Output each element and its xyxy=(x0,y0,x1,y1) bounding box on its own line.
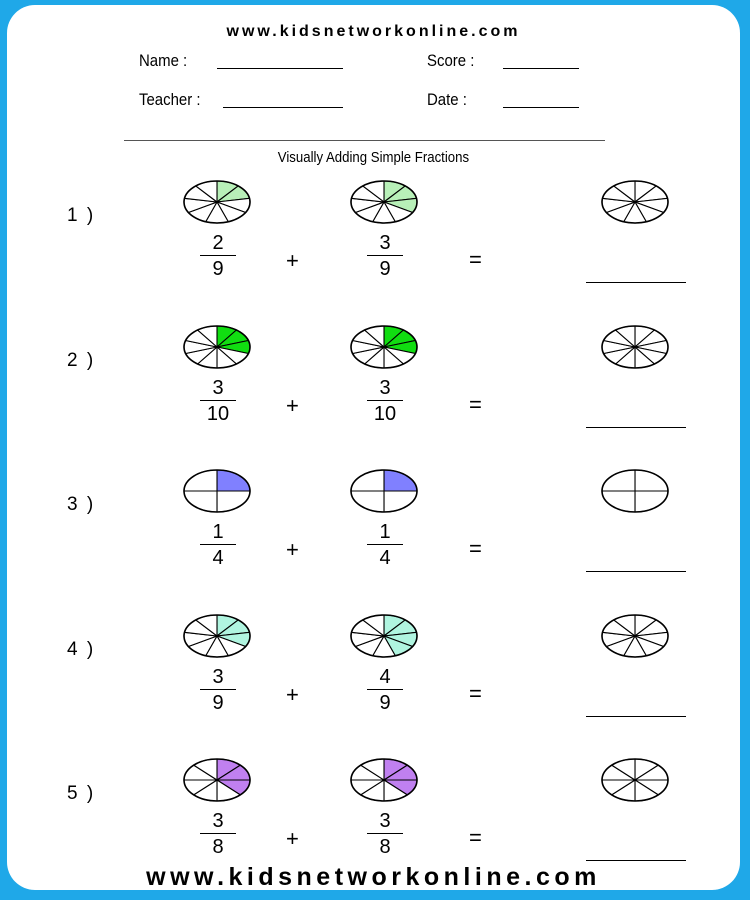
fraction-b-pie-chart xyxy=(349,468,419,514)
numerator: 3 xyxy=(212,376,224,399)
numerator: 2 xyxy=(212,232,224,254)
numerator: 3 xyxy=(379,810,391,832)
denominator: 4 xyxy=(379,547,391,569)
answer-field[interactable] xyxy=(586,860,686,861)
problem-row xyxy=(7,320,740,450)
numerator: 3 xyxy=(212,810,224,832)
fraction-b-pie-chart xyxy=(349,324,419,370)
fraction-b-pie xyxy=(349,757,419,803)
problem-number: 1 ) xyxy=(67,205,96,226)
fraction-bar xyxy=(367,544,403,545)
score-field[interactable] xyxy=(503,68,579,69)
fraction-bar xyxy=(200,544,236,545)
fraction-b xyxy=(365,810,405,858)
answer-pie-chart xyxy=(600,757,670,803)
footer-site-url: www.kidsnetworkonline.com xyxy=(146,863,601,891)
equals-sign: = xyxy=(469,680,482,706)
plus-sign: + xyxy=(286,826,299,851)
equals-sign: = xyxy=(469,536,482,561)
fraction-b-pie xyxy=(349,613,419,659)
plus-sign: + xyxy=(286,537,299,562)
answer-pie xyxy=(600,179,670,225)
problem-row xyxy=(7,609,740,739)
numerator: 1 xyxy=(212,521,224,543)
answer-field[interactable] xyxy=(586,571,686,572)
answer-pie xyxy=(600,468,670,514)
fraction-b xyxy=(365,666,405,714)
denominator: 9 xyxy=(212,691,224,714)
fraction-bar xyxy=(367,400,403,401)
problem-number: 3 ) xyxy=(67,494,96,515)
fraction-a-pie xyxy=(182,179,252,225)
fraction-a xyxy=(198,666,238,714)
numerator: 3 xyxy=(212,665,224,688)
fraction-a xyxy=(198,232,238,280)
answer-pie xyxy=(600,324,670,370)
answer-pie-chart xyxy=(600,324,670,370)
fraction-a-pie xyxy=(182,468,252,514)
denominator: 9 xyxy=(379,691,391,714)
equals-sign: = xyxy=(469,825,482,850)
fraction-a xyxy=(198,521,238,569)
fraction-bar xyxy=(200,255,236,256)
worksheet-sheet xyxy=(7,5,740,890)
answer-pie xyxy=(600,613,670,659)
problem-row xyxy=(7,175,740,305)
name-field[interactable] xyxy=(217,68,343,69)
teacher-field[interactable] xyxy=(223,107,343,108)
fraction-a xyxy=(198,377,238,425)
fraction-a-pie-chart xyxy=(182,179,252,225)
problem-number: 4 ) xyxy=(67,638,96,660)
fraction-bar xyxy=(367,255,403,256)
plus-sign: + xyxy=(286,392,299,418)
plus-sign: + xyxy=(286,681,299,707)
fraction-bar xyxy=(200,833,236,834)
fraction-b-pie-chart xyxy=(349,179,419,225)
fraction-a-pie xyxy=(182,757,252,803)
fraction-bar xyxy=(367,689,403,690)
fraction-a xyxy=(198,810,238,858)
fraction-b xyxy=(365,377,405,425)
answer-pie xyxy=(600,757,670,803)
numerator: 4 xyxy=(379,665,391,688)
worksheet-title: Visually Adding Simple Fractions xyxy=(277,149,470,166)
teacher-label: Teacher : xyxy=(139,90,201,109)
answer-field[interactable] xyxy=(586,427,686,428)
numerator: 3 xyxy=(379,232,391,254)
score-label: Score : xyxy=(427,51,475,70)
numerator: 3 xyxy=(379,376,391,399)
problem-row xyxy=(7,464,740,594)
denominator: 9 xyxy=(379,258,391,280)
denominator: 8 xyxy=(212,836,224,858)
equals-sign: = xyxy=(469,391,482,417)
fraction-bar xyxy=(200,400,236,401)
denominator: 10 xyxy=(206,402,230,425)
answer-pie-chart xyxy=(600,179,670,225)
answer-pie-chart xyxy=(600,468,670,514)
numerator: 1 xyxy=(379,521,391,543)
answer-field[interactable] xyxy=(586,716,686,717)
fraction-a-pie-chart xyxy=(182,468,252,514)
header-divider xyxy=(124,140,605,141)
answer-field[interactable] xyxy=(586,282,686,283)
fraction-b xyxy=(365,521,405,569)
denominator: 9 xyxy=(212,258,224,280)
fraction-b-pie xyxy=(349,179,419,225)
fraction-a-pie-chart xyxy=(182,757,252,803)
date-field[interactable] xyxy=(503,107,579,108)
fraction-b xyxy=(365,232,405,280)
name-label: Name : xyxy=(139,51,188,70)
plus-sign: + xyxy=(286,248,299,273)
fraction-a-pie xyxy=(182,324,252,370)
fraction-b-pie-chart xyxy=(349,613,419,659)
fraction-a-pie-chart xyxy=(182,613,252,659)
fraction-bar xyxy=(367,833,403,834)
fraction-a-pie-chart xyxy=(182,324,252,370)
fraction-b-pie-chart xyxy=(349,757,419,803)
denominator: 4 xyxy=(212,547,224,569)
denominator: 10 xyxy=(373,402,397,425)
header-site-url: www.kidsnetworkonline.com xyxy=(226,23,521,40)
denominator: 8 xyxy=(379,836,391,858)
fraction-b-pie xyxy=(349,324,419,370)
equals-sign: = xyxy=(469,247,482,272)
answer-pie-chart xyxy=(600,613,670,659)
problem-number: 5 ) xyxy=(67,783,96,804)
fraction-bar xyxy=(200,689,236,690)
fraction-b-pie xyxy=(349,468,419,514)
fraction-a-pie xyxy=(182,613,252,659)
date-label: Date : xyxy=(427,90,467,109)
problem-number: 2 ) xyxy=(67,349,96,371)
